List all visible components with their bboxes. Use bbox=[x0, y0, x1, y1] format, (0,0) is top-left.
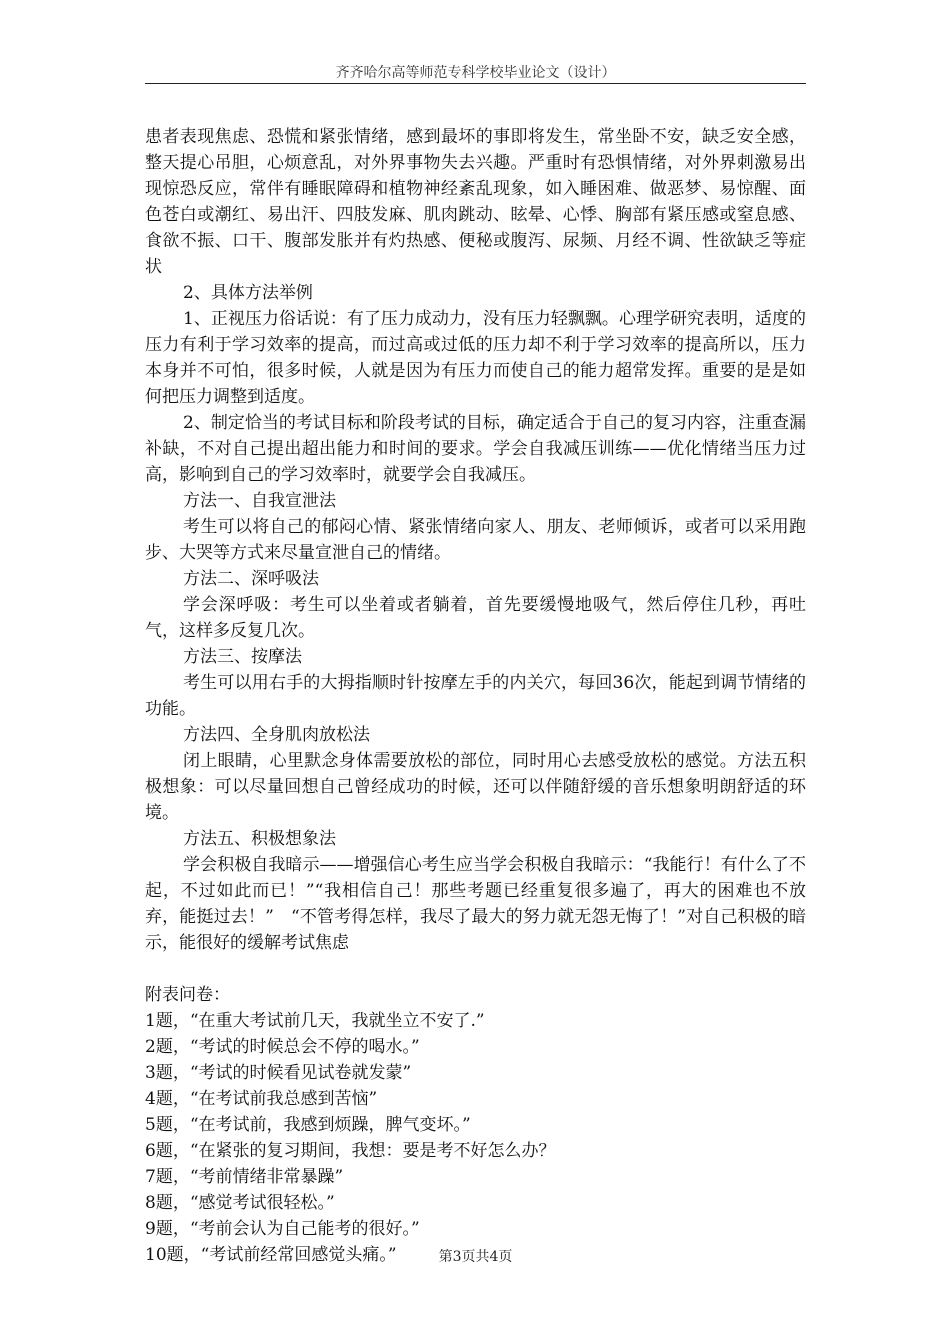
list-item: 4题，“在考试前我总感到苦恼” bbox=[145, 1089, 378, 1109]
symptom-paragraph: 患者表现焦虑、恐慌和紧张情绪，感到最坏的事即将发生，常坐卧不安，缺乏安全感，整天提心吊胆，心烦意乱，对外界事物失去兴趣。严重时有恐惧情绪，对外界刺激易出现惊恐反应，常伴有睡眠障碍和植物神经紊乱现象，如入睡困难、做恶梦、易惊醒、面色苍白或潮红、易出汗、四肢发麻、肌肉跳动、眩晕、心悸、胸部有紧压感或窒息感、食欲不振、口干、腹部发胀并有灼热感、便秘或腹泻、尿频、月经不调、性欲缺乏等症状 bbox=[145, 127, 806, 277]
method-heading-2: 方法二、深呼吸法 bbox=[183, 569, 319, 589]
document-body bbox=[145, 124, 806, 1268]
list-item: 6题，“在紧张的复习期间，我想：要是考不好怎么办？ bbox=[145, 1141, 556, 1161]
questionnaire-list bbox=[145, 1008, 806, 1268]
method-heading-3: 方法三、按摩法 bbox=[183, 647, 302, 667]
method-heading-1: 方法一、自我宣泄法 bbox=[183, 491, 336, 511]
method-text-1: 考生可以将自己的郁闷心情、紧张情绪向家人、朋友、老师倾诉，或者可以采用跑步、大哭等方式来尽量宣泄自己的情绪。 bbox=[145, 517, 806, 563]
list-item: 1题，“在重大考试前几天，我就坐立不安了.” bbox=[145, 1011, 485, 1031]
method-heading-4: 方法四、全身肌肉放松法 bbox=[183, 725, 370, 745]
list-item: 3题，“考试的时候看见试卷就发蒙” bbox=[145, 1063, 412, 1083]
header-divider bbox=[145, 83, 806, 84]
list-item: 8题，“感觉考试很轻松。” bbox=[145, 1193, 335, 1213]
appendix-title: 附表问卷： bbox=[145, 985, 230, 1005]
list-item: 5题，“在考试前，我感到烦躁，脾气变坏。” bbox=[145, 1115, 471, 1135]
method-text-3: 考生可以用右手的大拇指顺时针按摩左手的内关穴，每回36次，能起到调节情绪的功能。 bbox=[145, 673, 806, 719]
paragraph-face-pressure: 1、正视压力俗话说：有了压力成动力，没有压力轻飘飘。心理学研究表明，适度的压力有利于学习效率的提高，而过高或过低的压力却不利于学习效率的提高所以，压力本身并不可怕，很多时候，人就是因为有压力而使自己的能力超常发挥。重要的是是如何把压力调整到适度。 bbox=[145, 309, 806, 407]
method-heading-5: 方法五、积极想象法 bbox=[183, 829, 336, 849]
list-item: 2题，“考试的时候总会不停的喝水。” bbox=[145, 1037, 420, 1057]
page-header: 齐齐哈尔高等师范专科学校毕业论文（设计） bbox=[335, 65, 616, 81]
list-item: 10题，“考试前经常回感觉头痛。” bbox=[145, 1245, 397, 1265]
list-item: 7题，“考前情绪非常暴躁” bbox=[145, 1167, 344, 1187]
method-text-5: 学会积极自我暗示——增强信心考生应当学会积极自我暗示：“我能行！有什么了不起，不过如此而已！”“我相信自己！那些考题已经重复很多遍了，再大的困难也不放弃，能挺过去！” “不管考得怎样，我尽了最大的努力就无怨无悔了！”对自己积极的暗示，能很好的缓解考试焦虑 bbox=[145, 855, 806, 953]
spacer bbox=[145, 956, 806, 982]
paragraph-exam-goals: 2、制定恰当的考试目标和阶段考试的目标，确定适合于自己的复习内容，注重查漏补缺，不对自己提出超出能力和时间的要求。学会自我减压训练——优化情绪当压力过高，影响到自己的学习效率时，就要学会自我减压。 bbox=[145, 413, 806, 485]
section-heading-methods: 2、具体方法举例 bbox=[183, 283, 313, 303]
method-text-4: 闭上眼睛，心里默念身体需要放松的部位，同时用心去感受放松的感觉。方法五积极想象：可以尽量回想自己曾经成功的时候，还可以伴随舒缓的音乐想象明朗舒适的环境。 bbox=[145, 751, 806, 823]
page-number: 第3页共4页 bbox=[438, 1249, 513, 1265]
method-text-2: 学会深呼吸：考生可以坐着或者躺着，首先要缓慢地吸气，然后停住几秒，再吐气，这样多反复几次。 bbox=[145, 595, 806, 641]
list-item: 9题，“考前会认为自己能考的很好。” bbox=[145, 1219, 420, 1239]
